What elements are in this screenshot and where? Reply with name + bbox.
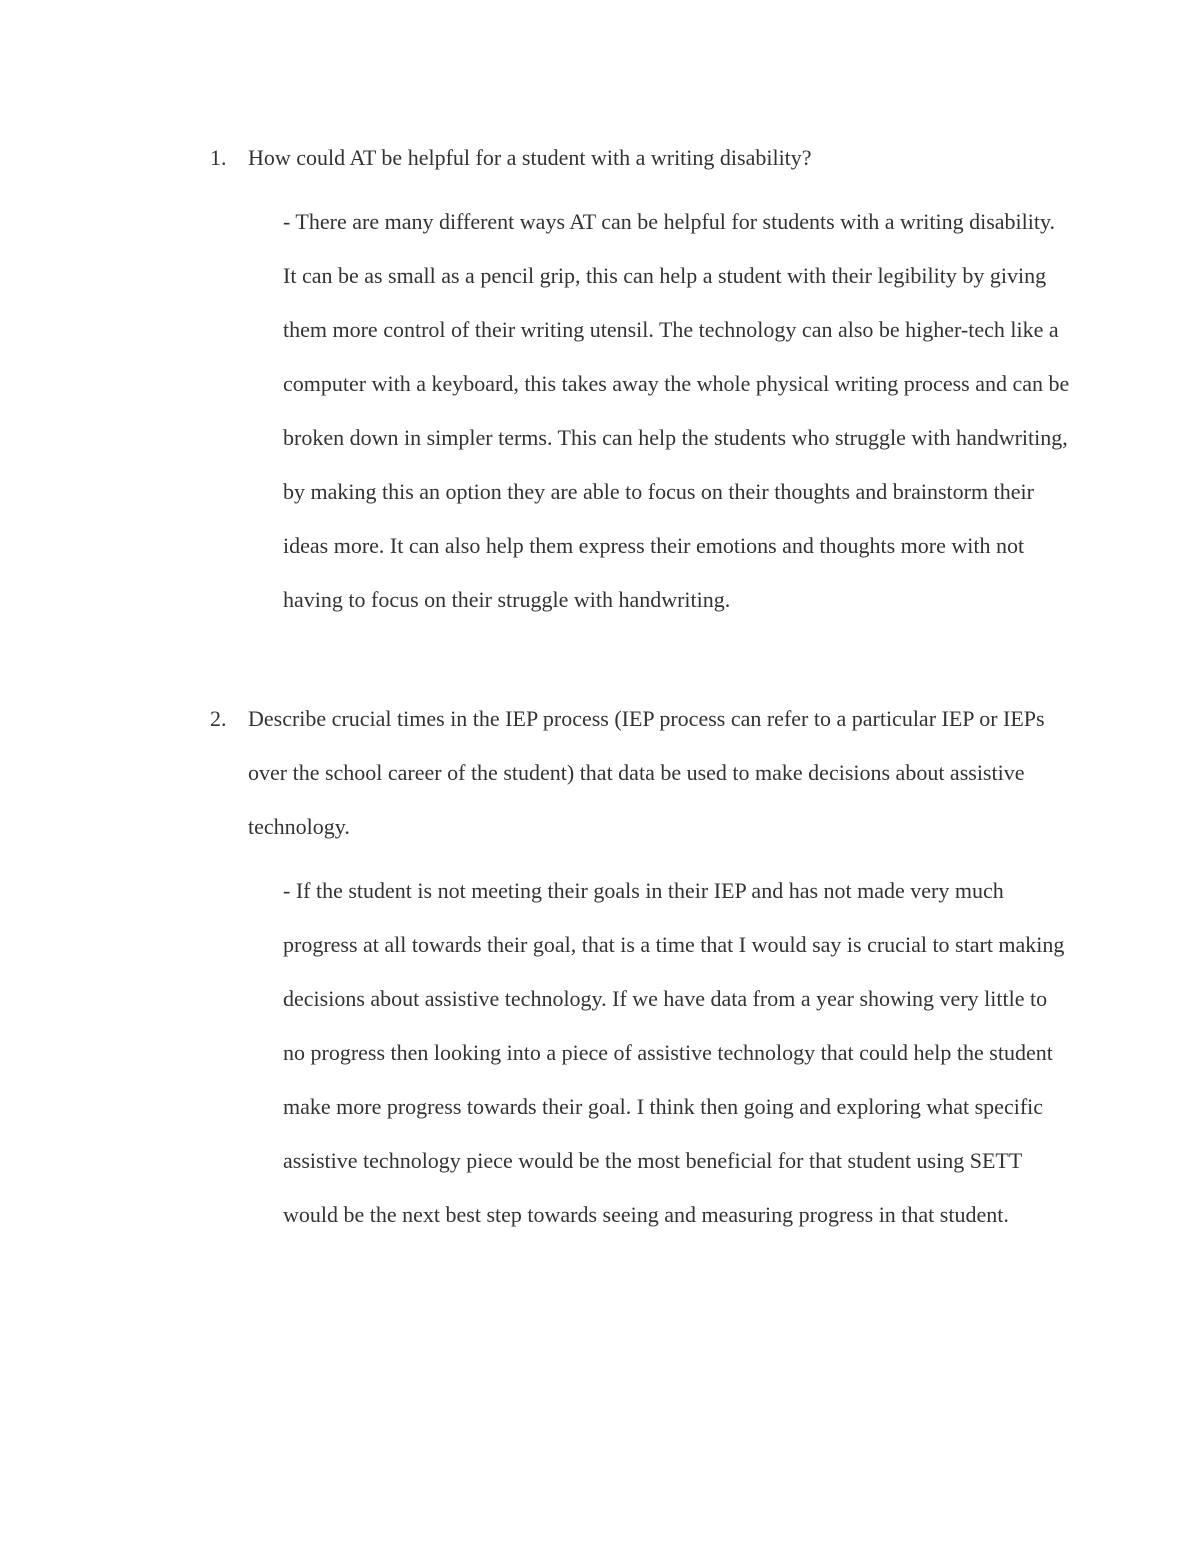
list-item-1 [210,131,1070,627]
list-item-2 [210,692,1070,1242]
answer-text: - There are many different ways AT can be helpful for students with a writing disability. It can be as small as a pencil grip, this can help a student with their legibility by giving them more control of their writing utensil. The technology can also be higher-tech like a computer with a keyboard, this takes away the whole physical writing process and can be broken down in simpler terms. This can help the students who struggle with handwriting, by making this an option they are able to focus on their thoughts and brainstorm their ideas more. It can also help them express their emotions and thoughts more with not having to focus on their struggle with handwriting. [283,209,1070,612]
question-text: Describe crucial times in the IEP process (IEP process can refer to a particular IEP or IEPs over the school career of the student) that data be used to make decisions about assistive technology. [248,706,1045,839]
answer-text: - If the student is not meeting their goals in their IEP and has not made very much progress at all towards their goal, that is a time that I would say is crucial to start making decisions about assistive technology. If we have data from a year showing very little to no progress then looking into a piece of assistive technology that could help the student make more progress towards their goal. I think then going and exploring what specific assistive technology piece would be the most beneficial for that student using SETT would be the next best step towards seeing and measuring progress in that student. [283,878,1065,1227]
item-number: 1. [210,145,227,170]
question-text: How could AT be helpful for a student with a writing disability? [248,145,812,170]
item-number: 2. [210,706,227,731]
